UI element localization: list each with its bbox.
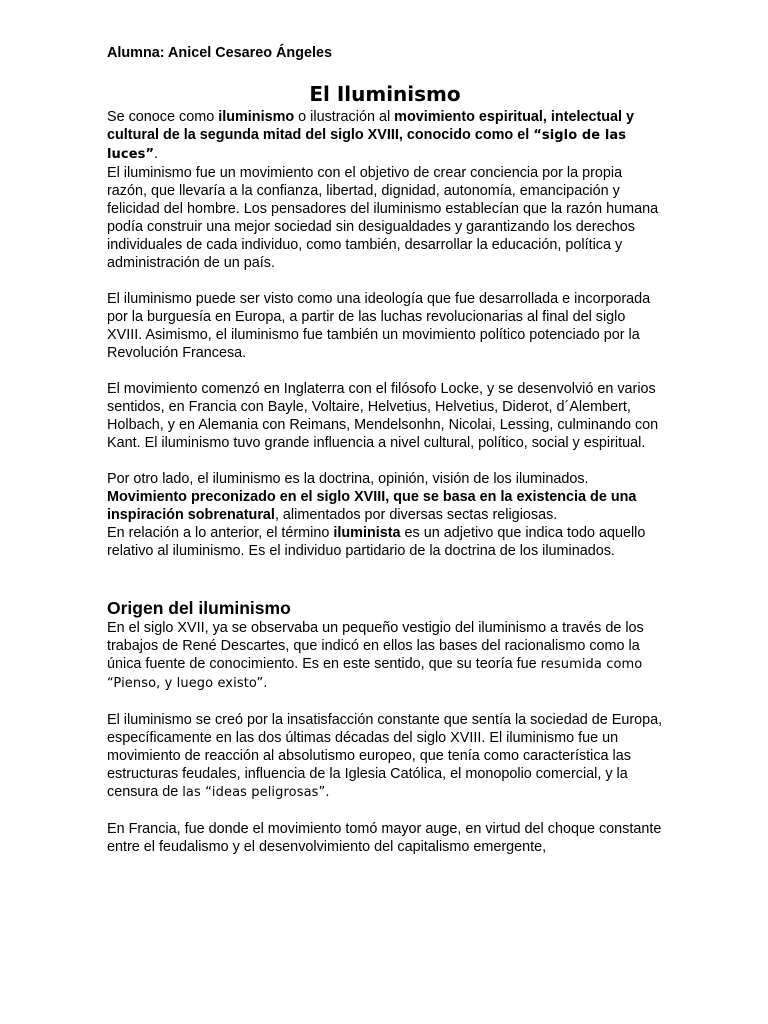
section-paragraph-1-text: En el siglo XVII, ya se observaba un pequeño vestigio del iluminismo a través de los trabajos de René Descartes, que indicó en ellos las bases del racionalismo como la única fuente de conocimiento. Es en este sentido, que su teoría fue (107, 620, 644, 672)
author-label: Alumna: Anicel Cesareo Ángeles (107, 45, 332, 61)
paragraph-3: El movimiento comenzó en Inglaterra con el filósofo Locke, y se desenvolvió en varios sentidos, en Francia con Bayle, Voltaire, Helvetius, Helvetius, Diderot, d´Alembert, Holbach, y en Alemania con Reimans, Mendelsonhn, Nicolai, Lessing, culminando con Kant. El iluminismo tuvo grande influencia a nivel cultural, político, social y espiritual. (107, 381, 659, 451)
intro-bold-3: “siglo de las luces” (107, 128, 627, 162)
paragraph-4-text-2: , alimentados por diversas sectas religiosas. (274, 507, 558, 523)
paragraph-5-text-2: es un adjetivo que indica todo aquello relativo al iluminismo. Es el individuo partidario de la doctrina de los iluminados. (107, 525, 646, 559)
intro-paragraph (107, 108, 663, 164)
paragraph-4-bold: Movimiento preconizado en el siglo XVIII, que se basa en la existencia de una inspiración sobrenatural (107, 489, 637, 523)
intro-text-2: o ilustración al (294, 109, 395, 125)
paragraph-1: El iluminismo fue un movimiento con el objetivo de crear conciencia por la propia razón, que llevaría a la confianza, libertad, dignidad, autonomía, emancipación y felicidad del hombre. Los pensadores del iluminismo establecían que la razón humana podía construir una mejor sociedad sin desigualdades y garantizando los derechos individuales de cada individuo, como también, desarrollar la educación, política y administración de un país. (107, 165, 659, 271)
section-paragraph-3: En Francia, fue donde el movimiento tomó mayor auge, en virtud del choque constante entre el feudalismo y el desenvolvimiento del capitalismo emergente, (107, 821, 662, 855)
section-paragraph-2 (107, 711, 663, 802)
intro-bold-2: movimiento espiritual, intelectual y cultural de la segunda mitad del siglo XVIII, conocido como el (107, 109, 635, 143)
intro-text-1: Se conoce como (107, 109, 219, 125)
section-paragraph-1 (107, 619, 663, 693)
section-spacer (107, 578, 663, 597)
section-paragraph-2-text: El iluminismo se creó por la insatisfacción constante que sentía la sociedad de Europa, específicamente en las dos últimas décadas del siglo XVIII. El iluminismo fue un movimiento de reacción al absolutismo europeo, que tenía como característica las estructuras feudales, influencia de la Iglesia Católica, el monopolio comercial, y la censura de (107, 712, 663, 800)
paragraph-2: El iluminismo puede ser visto como una ideología que fue desarrollada e incorporada por la burguesía en Europa, a partir de las luchas revolucionarias al final del siglo XVIII. Asimismo, el iluminismo fue también un movimiento político potenciado por la Revolución Francesa. (107, 291, 651, 361)
document-title-text: El Iluminismo (309, 82, 461, 106)
paragraph-5-bold: iluminista (333, 525, 401, 541)
section-paragraph-1-quote: resumida como “Pienso, y luego existo”. (107, 657, 643, 691)
intro-bold-1: iluminismo (218, 109, 295, 125)
paragraph-4 (107, 470, 663, 524)
section-paragraph-2-quote: las “ideas peligrosas”. (182, 785, 330, 800)
document-page (107, 44, 663, 856)
paragraph-5-text-1: En relación a lo anterior, el término (107, 525, 334, 541)
document-title (107, 82, 663, 107)
intro-text-3: . (154, 146, 159, 162)
paragraph-4-text-1: Por otro lado, el iluminismo es la doctrina, opinión, visión de los iluminados. (107, 471, 589, 487)
section-heading: Origen del iluminismo (107, 598, 291, 618)
paragraph-5 (107, 524, 663, 560)
